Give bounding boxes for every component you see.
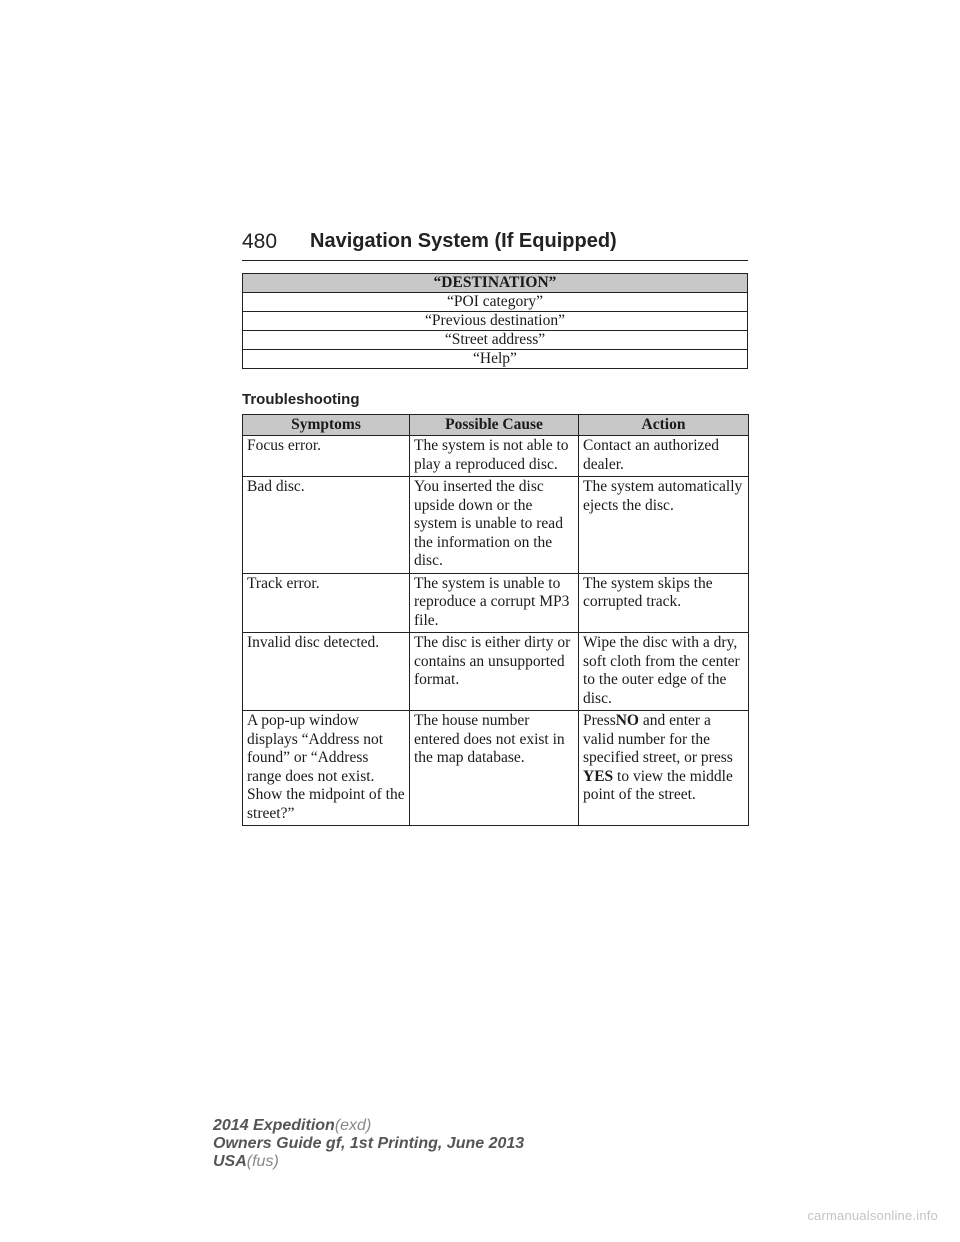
destination-command-table [242,273,748,369]
action-text: and enter a valid number for the specified street, or press [583,712,733,766]
page-header [242,230,748,261]
table-row [243,573,749,633]
table-header-row [243,274,748,293]
watermark: carmanualsonline.info [807,1208,938,1223]
symptom-cell: Focus error. [243,436,410,477]
table-row [243,633,749,711]
action-cell: The system automatically ejects the disc. [579,477,749,574]
no-keyword: NO [615,712,639,729]
symptom-cell: A pop-up window displays “Address not found” or “Address range does not exist. Show the midpoint of the street?” [243,711,410,826]
cause-cell: The system is not able to play a reproduced disc. [410,436,579,477]
footer-guide-info: Owners Guide gf, 1st Printing, June 2013 [213,1135,525,1152]
action-cell: Wipe the disc with a dry, soft cloth from the center to the outer edge of the disc. [579,633,749,711]
footer-line-1 [213,1117,524,1135]
symptom-cell: Track error. [243,573,410,633]
footer-market: USA [213,1153,247,1170]
cause-cell: The system is unable to reproduce a corrupt MP3 file. [410,573,579,633]
symptom-cell: Invalid disc detected. [243,633,410,711]
footer-line-2 [213,1135,524,1153]
footer-market-code: (fus) [246,1153,279,1170]
action-cell: Contact an authorized dealer. [579,436,749,477]
symptom-cell: Bad disc. [243,477,410,574]
table-row [243,477,749,574]
table-row [243,350,748,369]
action-text: Press [583,712,616,729]
section-title: Navigation System (If Equipped) [310,230,617,252]
page-number: 480 [242,230,278,253]
table-header-row [243,415,749,436]
footer-vehicle-code: (exd) [334,1117,372,1134]
cause-cell: The disc is either dirty or contains an unsupported format. [410,633,579,711]
table-row [243,436,749,477]
cause-cell: You inserted the disc upside down or the system is unable to read the information on the disc. [410,477,579,574]
table-cell: “Previous destination” [243,312,748,331]
table-row [243,711,749,826]
table-row [243,312,748,331]
table-cell: “POI category” [243,293,748,312]
column-header-symptoms: Symptoms [243,415,410,436]
table-row [243,293,748,312]
yes-keyword: YES [583,767,614,785]
footer-vehicle: 2014 Expedition [213,1117,335,1134]
action-cell: The system skips the corrupted track. [579,573,749,633]
cause-cell: The house number entered does not exist in the map database. [410,711,579,826]
column-header-action: Action [579,415,749,436]
footer-line-3 [213,1153,524,1171]
action-cell [579,711,749,826]
action-text: to view the middle point of the street. [583,767,733,803]
table-header-cell: “DESTINATION” [243,274,748,293]
document-footer [213,1117,524,1171]
table-cell: “Help” [243,350,748,369]
troubleshooting-heading: Troubleshooting [242,391,360,408]
table-row [243,331,748,350]
troubleshooting-table [242,414,749,826]
column-header-cause: Possible Cause [410,415,579,436]
table-cell: “Street address” [243,331,748,350]
